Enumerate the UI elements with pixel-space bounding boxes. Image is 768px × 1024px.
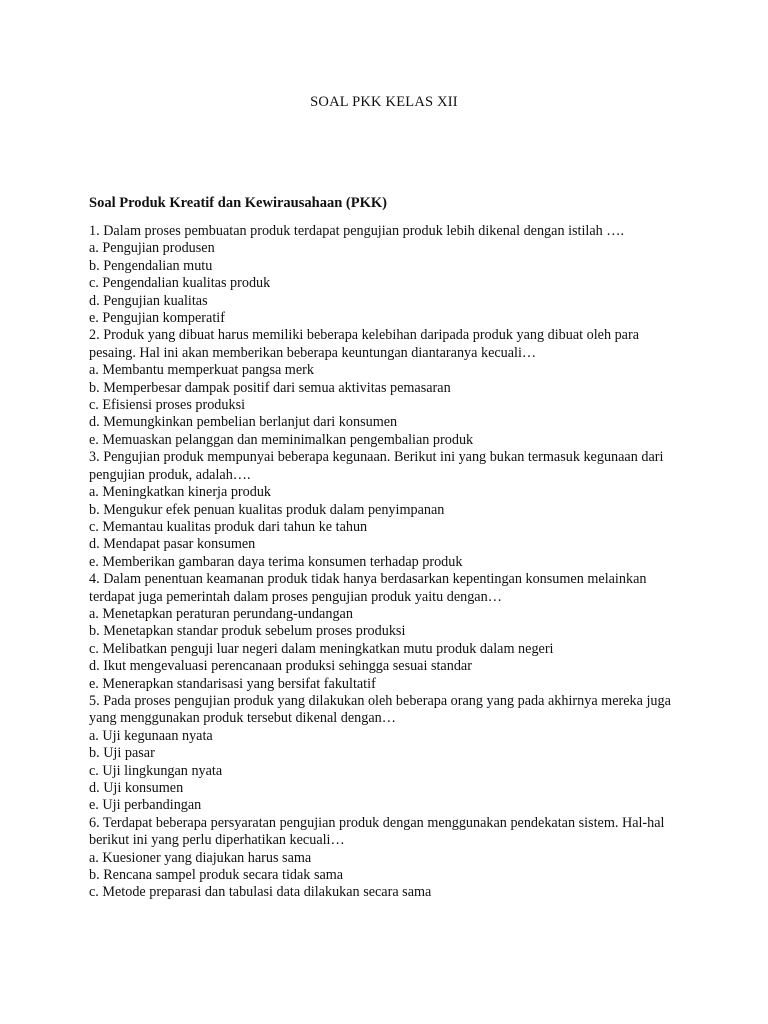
answer-option: b. Rencana sampel produk secara tidak sama (89, 867, 344, 884)
section-heading: Soal Produk Kreatif dan Kewirausahaan (PKK) (89, 195, 387, 211)
answer-option: b. Memperbesar dampak positif dari semua aktivitas pemasaran (89, 379, 451, 396)
question-text: 5. Pada proses pengujian produk yang dilakukan oleh beberapa orang yang pada akhirnya mereka juga yang menggunakan produk tersebut dikenal dengan… (89, 692, 671, 727)
answer-option: a. Membantu memperkuat pangsa merk (89, 362, 314, 379)
answer-option: a. Kuesioner yang diajukan harus sama (89, 849, 312, 866)
answer-option: c. Melibatkan penguji luar negeri dalam meningkatkan mutu produk dalam negeri (89, 640, 554, 657)
answer-option: c. Uji lingkungan nyata (89, 762, 223, 779)
answer-option: c. Metode preparasi dan tabulasi data dilakukan secara sama (89, 884, 432, 901)
question-item (89, 815, 689, 902)
answer-option: d. Pengujian kualitas (89, 292, 208, 309)
question-item (89, 693, 689, 815)
answer-option: b. Pengendalian mutu (89, 257, 213, 274)
question-item (89, 571, 689, 693)
question-text: 3. Pengujian produk mempunyai beberapa kegunaan. Berikut ini yang bukan termasuk kegunaan dari pengujian produk, adalah…. (89, 449, 664, 483)
question-item (89, 223, 689, 327)
answer-option: c. Memantau kualitas produk dari tahun ke tahun (89, 518, 368, 535)
answer-option: b. Menetapkan standar produk sebelum proses produksi (89, 623, 406, 640)
question-text: 6. Terdapat beberapa persyaratan pengujian produk dengan menggunakan pendekatan sistem. Hal-hal berikut ini yang perlu diperhatikan kecuali… (89, 814, 665, 849)
answer-option: e. Uji perbandingan (89, 797, 202, 814)
answer-option: d. Mendapat pasar konsumen (89, 536, 256, 553)
answer-option: a. Uji kegunaan nyata (89, 727, 213, 744)
answer-option: c. Pengendalian kualitas produk (89, 275, 271, 292)
question-item (89, 327, 689, 449)
answer-option: c. Efisiensi proses produksi (89, 397, 246, 414)
answer-option: e. Memuaskan pelanggan dan meminimalkan pengembalian produk (89, 431, 474, 448)
answer-option: b. Uji pasar (89, 745, 155, 762)
question-list (89, 223, 689, 902)
document-title: SOAL PKK KELAS XII (310, 94, 458, 110)
answer-option: d. Uji konsumen (89, 780, 184, 796)
answer-option: e. Menerapkan standarisasi yang bersifat fakultatif (89, 675, 376, 692)
question-text: 4. Dalam penentuan keamanan produk tidak hanya berdasarkan kepentingan konsumen melainkan terdapat juga pemerintah dalam proses pengujian produk yaitu dengan… (89, 571, 647, 605)
answer-option: e. Memberikan gambaran daya terima konsumen terhadap produk (89, 553, 463, 570)
answer-option: d. Memungkinkan pembelian berlanjut dari konsumen (89, 414, 398, 431)
answer-option: a. Pengujian produsen (89, 240, 215, 257)
question-text: 2. Produk yang dibuat harus memiliki beberapa kelebihan daripada produk yang dibuat oleh para pesaing. Hal ini akan memberikan beberapa keuntungan diantaranya kecuali… (89, 327, 639, 361)
answer-option: a. Meningkatkan kinerja produk (89, 484, 272, 501)
question-item (89, 449, 689, 571)
answer-option: b. Mengukur efek penuan kualitas produk dalam penyimpanan (89, 501, 445, 518)
answer-option: d. Ikut mengevaluasi perencanaan produksi sehingga sesuai standar (89, 658, 472, 675)
answer-option: a. Menetapkan peraturan perundang-undangan (89, 605, 353, 622)
question-text: 1. Dalam proses pembuatan produk terdapat pengujian produk lebih dikenal dengan istilah …. (89, 223, 625, 239)
answer-option: e. Pengujian komperatif (89, 310, 225, 327)
